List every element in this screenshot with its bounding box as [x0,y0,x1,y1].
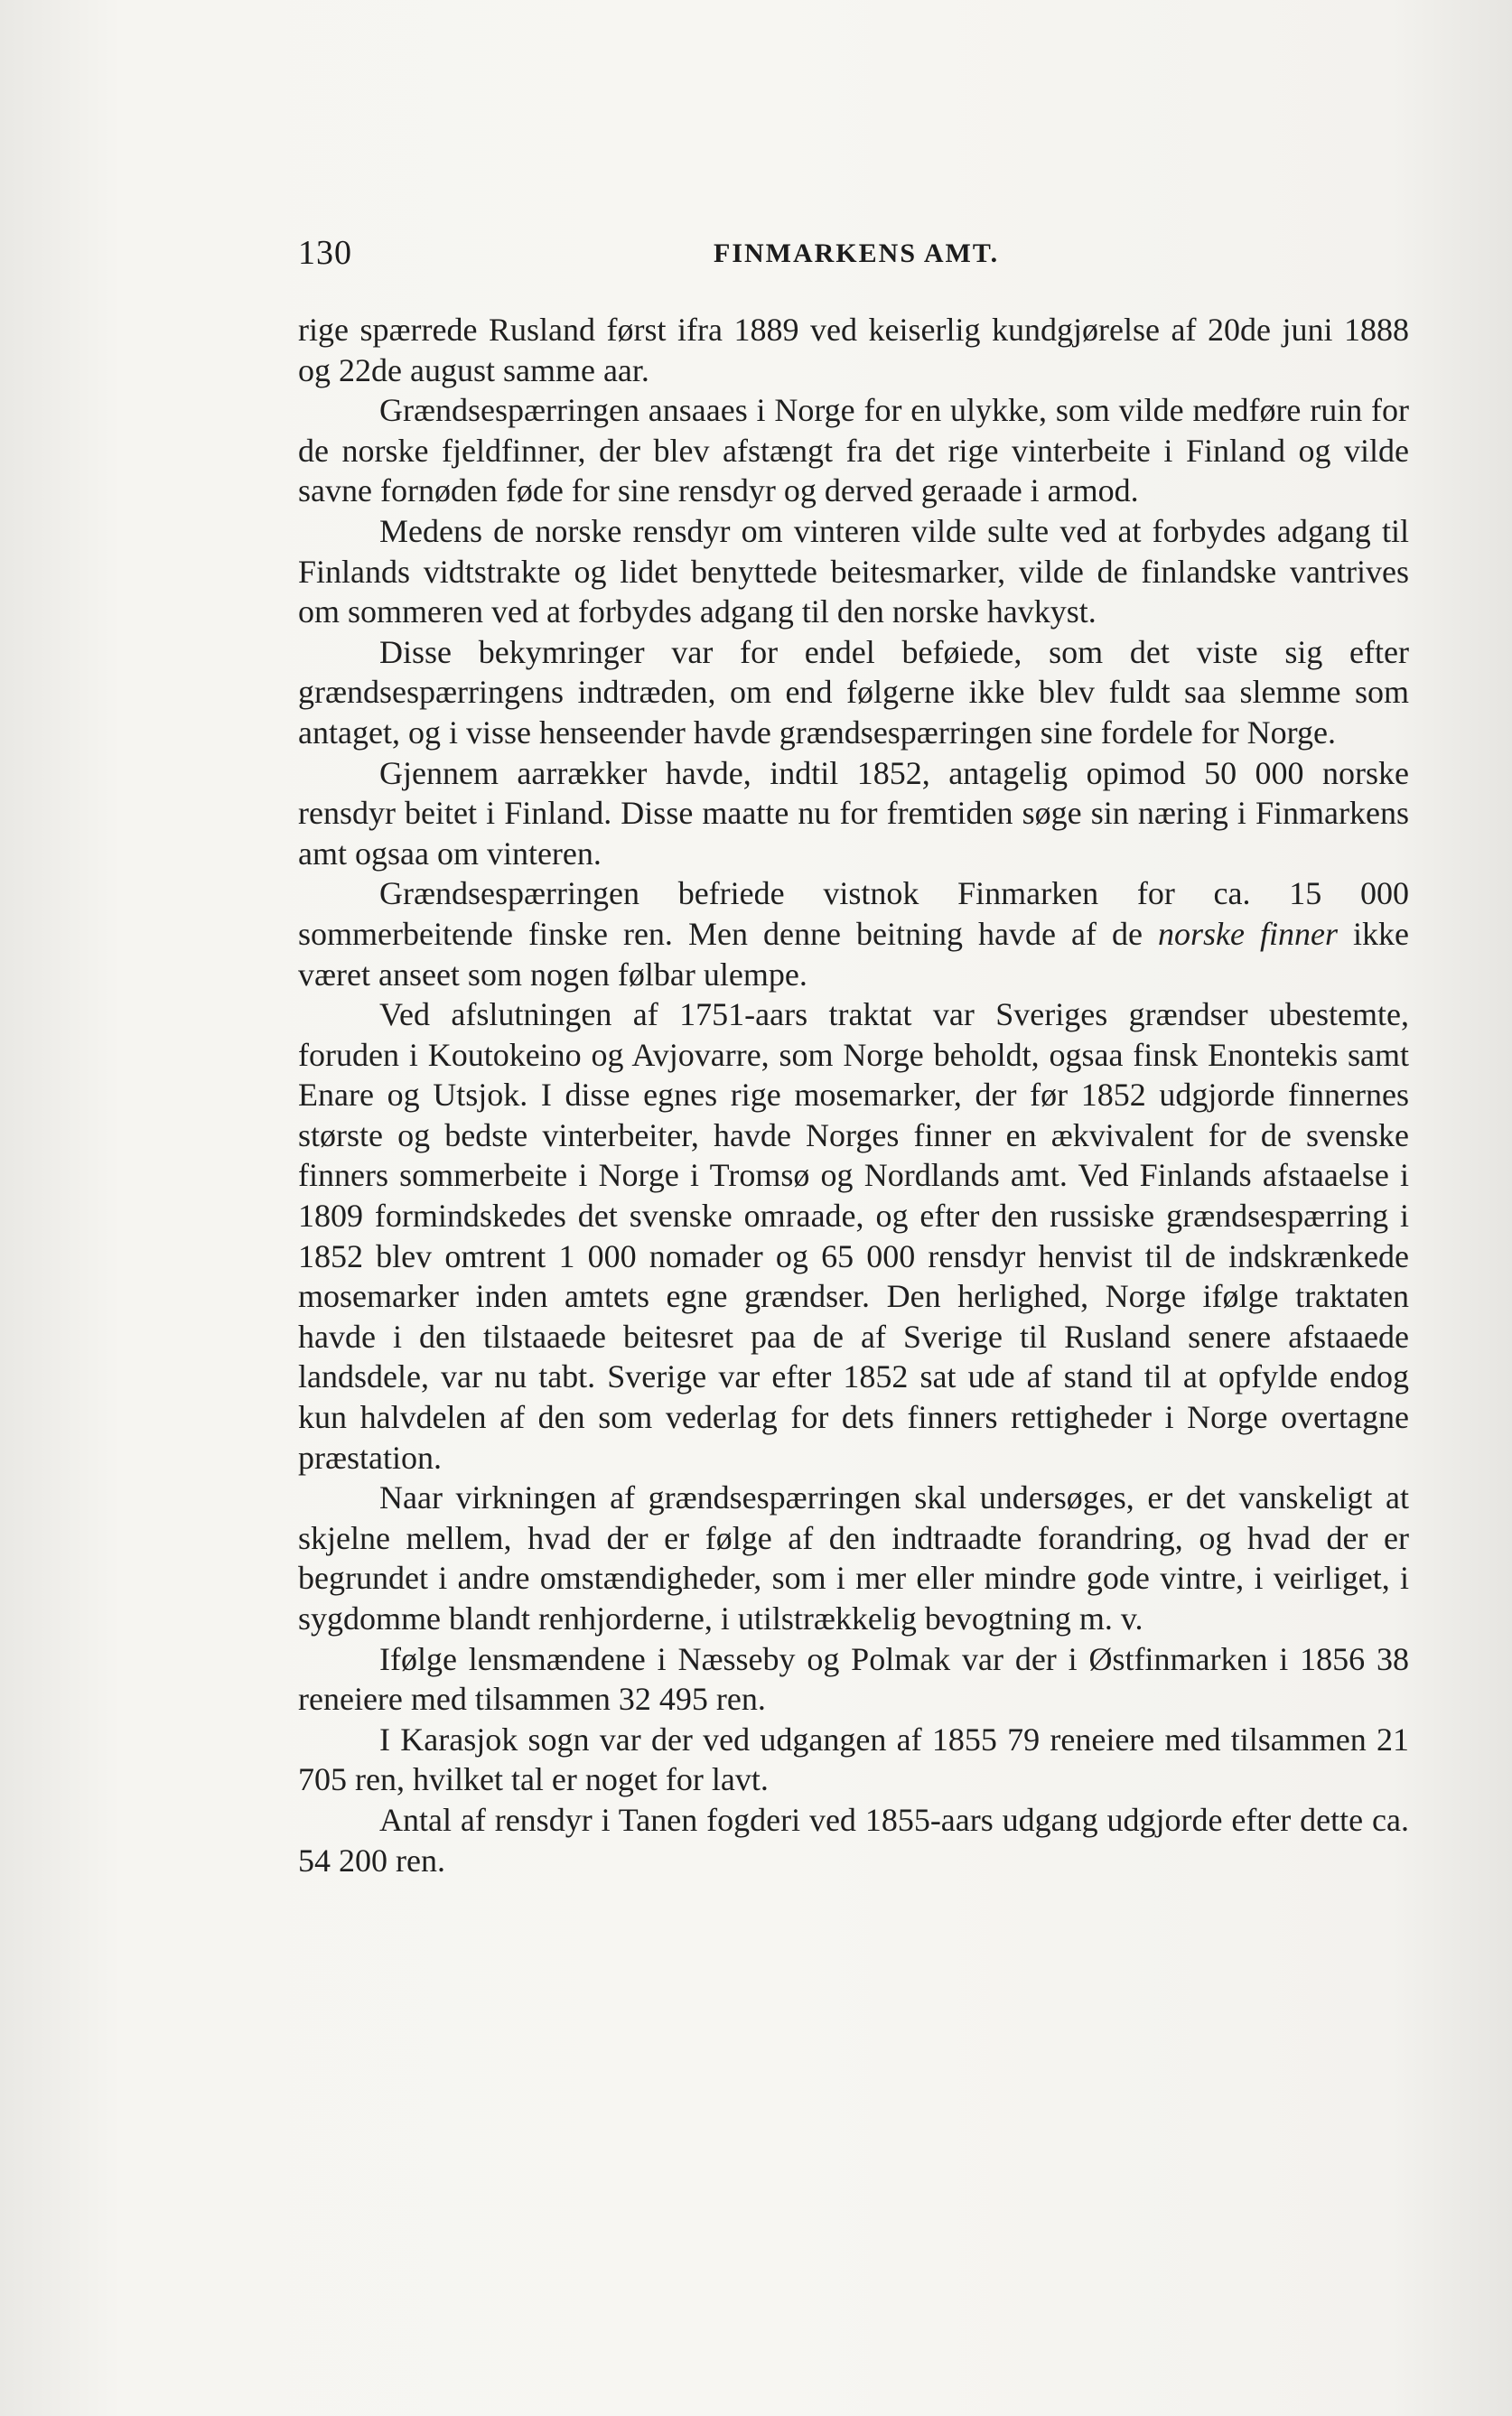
paragraph: Antal af rensdyr i Tanen fogderi ved 1855-aars udgang udgjorde efter dette ca. 54 200 ren. [298,1801,1409,1879]
italic-phrase: norske finner [1157,915,1338,952]
paragraph: Ved afslutningen af 1751-aars traktat var Sveriges grændser ubestemte, foruden i Koutokeino og Avjovarre, som Norge beholdt, ogsaa finsk Enontekis samt Enare og Utsjok. I disse egnes rige mosemarker, der før 1852 udgjorde finnernes største og bedste vinterbeiter, havde Norges finner en ækvivalent for de svenske finners sommerbeite i Norge i Tromsø og Nordlands amt. Ved Finlands afstaaelse i 1809 formindskedes det svenske omraade, og efter den russiske grændsespærring i 1852 blev omtrent 1 000 nomader og 65 000 rensdyr henvist til de indskrænkede mosemarker inden amtets egne grændser. Den herlighed, Norge ifølge traktaten havde i den tilstaaede beitesret paa de af Sverige til Rusland senere afstaaede landsdele, var nu tabt. Sverige var efter 1852 sat ude af stand til at opfylde endog kun halvdelen af den som vederlag for dets finners rettigheder i Norge overtagne præstation. [298,996,1409,1476]
paragraph: Medens de norske rensdyr om vinteren vilde sulte ved at forbydes adgang til Finlands vidtstrakte og lidet benyttede beitesmarker, vilde de finlandske vantrives om sommeren ved at forbydes adgang til den norske havkyst. [298,512,1409,630]
paragraph: Disse bekymringer var for endel beføiede, som det viste sig efter grændsespærringens indtræden, om end følgerne ikke blev fuldt saa slemme som antaget, og i visse henseender havde grændsespærringen sine fordele for Norge. [298,633,1409,751]
running-title: FINMARKENS AMT. [714,238,1000,268]
paragraph: I Karasjok sogn var der ved udgangen af 1855 79 reneiere med tilsammen 21 705 ren, hvilket tal er noget for lavt. [298,1721,1409,1798]
paragraph: Grændsespærringen ansaaes i Norge for en ulykke, som vilde medføre ruin for de norske fjeldfinner, der blev afstængt fra det rige vinterbeite i Finland og vilde savne fornøden føde for sine rensdyr og derved geraade i armod. [298,392,1409,509]
paragraph-text: Grændsespærringen befriede vistnok Finmarken for ca. 15 000 sommerbeitende finske ren. Men denne beitning havde af de [298,875,1409,952]
page-number: 130 [298,234,352,272]
paragraph: rige spærrede Rusland først ifra 1889 ved keiserlig kundgjørelse af 20de juni 1888 og 22de august samme aar. [298,312,1409,388]
paragraph: Ifølge lensmændene i Næsseby og Polmak var der i Østfinmarken i 1856 38 reneiere med tilsammen 32 495 ren. [298,1640,1409,1718]
paragraph-text: ikke været anseet som nogen følbar ulempe. [298,915,1409,993]
body-text [298,310,1409,1880]
page-header [298,233,1409,278]
paragraph: Gjennem aarrækker havde, indtil 1852, antagelig opimod 50 000 norske rensdyr beitet i Finland. Disse maatte nu for fremtiden søge sin næring i Finmarkens amt ogsaa om vinteren. [298,754,1409,872]
paragraph [298,873,1409,994]
paragraph: Naar virkningen af grændsespærringen skal undersøges, er det vanskeligt at skjelne mellem, hvad der er følge af den indtraadte forandring, og hvad der er begrundet i andre omstændigheder, som i mer eller mindre gode vintre, i veirliget, i sygdomme blandt renhjorderne, i utilstrækkelig bevogtning m. v. [298,1479,1409,1637]
